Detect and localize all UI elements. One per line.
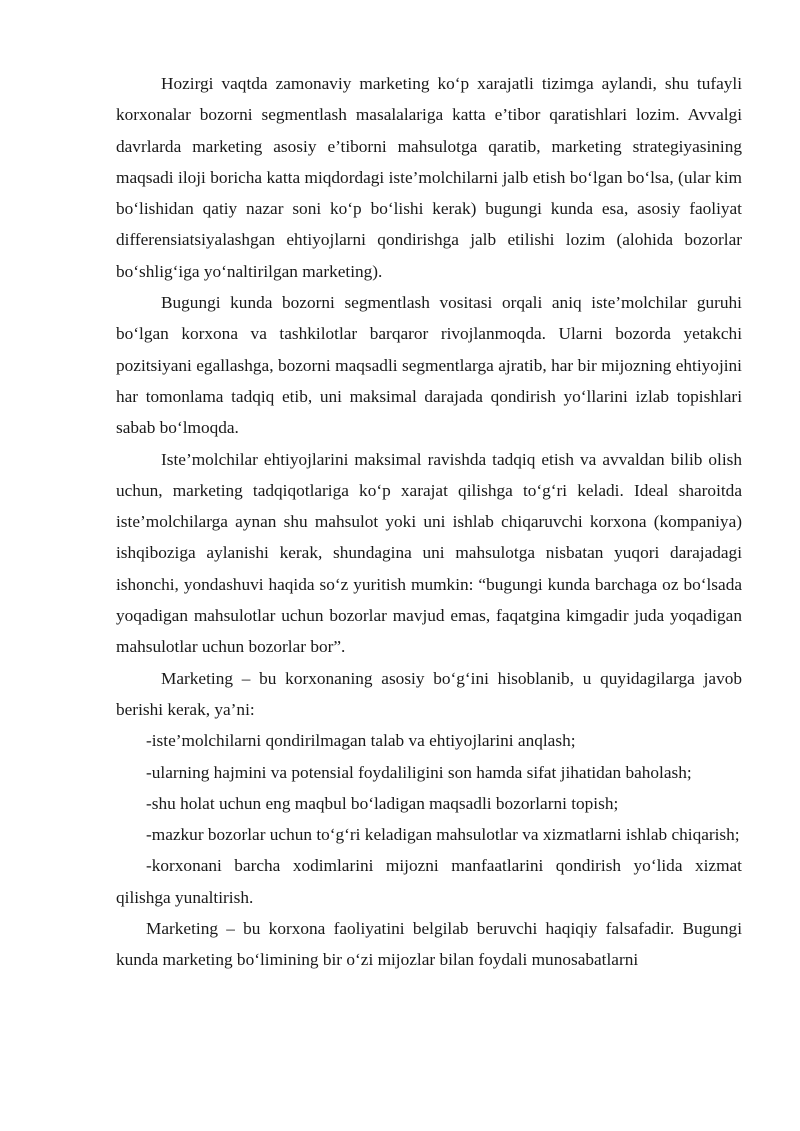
list-item: -ularning hajmini va potensial foydaliligini son hamda sifat jihatidan baholash; bbox=[146, 762, 692, 782]
paragraph-4: Marketing – bu korxonaning asosiy bo‘g‘ini hisoblanib, u quyidagilarga javob berishi kerak, ya’ni: bbox=[116, 668, 742, 719]
paragraph-2: Bugungi kunda bozorni segmentlash vositasi orqali aniq iste’molchilar guruhi bo‘lgan korxona va tashkilotlar barqaror rivojlanmoqda. Ularni bozorda yetakchi pozitsiyani egallashga, bozorni maqsadli segmentlarga ajratib, har bir mijozning ehtiyojini har tomonlama tadqiq etib, uni maksimal darajada qondirish yo‘llarini izlab topishlari sabab bo‘lmoqda. bbox=[116, 293, 742, 438]
paragraph-5: Marketing – bu korxona faoliyatini belgilab beruvchi haqiqiy falsafadir. Bugungi kunda marketing bo‘limining bir o‘zi mijozlar bilan foydali munosabatlarni bbox=[116, 919, 742, 970]
list-item: -korxonani barcha xodimlarini mijozni manfaatlarini qondirish yo‘lida xizmat qilishga yunaltirish. bbox=[116, 856, 742, 907]
list-item: -shu holat uchun eng maqbul bo‘ladigan maqsadli bozorlarni topish; bbox=[146, 793, 619, 813]
document-page bbox=[116, 68, 742, 976]
list-item: -mazkur bozorlar uchun to‘g‘ri keladigan mahsulotlar va xizmatlarni ishlab chiqarish; bbox=[146, 825, 740, 845]
list-item: -iste’molchilarni qondirilmagan talab va ehtiyojlarini anqlash; bbox=[146, 731, 576, 751]
paragraph-1: Hozirgi vaqtda zamonaviy marketing ko‘p xarajatli tizimga aylandi, shu tufayli korxonalar bozorni segmentlash masalalariga katta e’tibor qaratishlari lozim. Avvalgi davrlarda marketing asosiy e’tiborni mahsulotga qaratib, marketing strategiyasining maqsadi iloji boricha katta miqdordagi iste’molchilarni jalb etish bo‘lgan bo‘lsa, (ular kim bo‘lishidan qatiy nazar soni ko‘p bo‘lishi kerak) bugungi kunda esa, asosiy faoliyat differensiatsiyalashgan ehtiyojlarni qondirishga jalb etilishi lozim (alohida bozorlar bo‘shlig‘iga yo‘naltirilgan marketing). bbox=[116, 74, 742, 281]
paragraph-3: Iste’molchilar ehtiyojlarini maksimal ravishda tadqiq etish va avvaldan bilib olish uchun, marketing tadqiqotlariga ko‘p xarajat qilishga to‘g‘ri keladi. Ideal sharoitda iste’molchilarga aynan shu mahsulot yoki uni ishlab chiqaruvchi korxona (kompaniya) ishqiboziga aylanishi kerak, shundagina uni mahsulotga nisbatan yuqori darajadagi ishonchi, yondashuvi haqida so‘z yuritish mumkin: “bugungi kunda barchaga oz bo‘lsada yoqadigan mahsulotlar uchun bozorlar mavjud emas, faqatgina kimgadir juda yoqadigan mahsulotlar uchun bozorlar bor”. bbox=[116, 449, 742, 657]
